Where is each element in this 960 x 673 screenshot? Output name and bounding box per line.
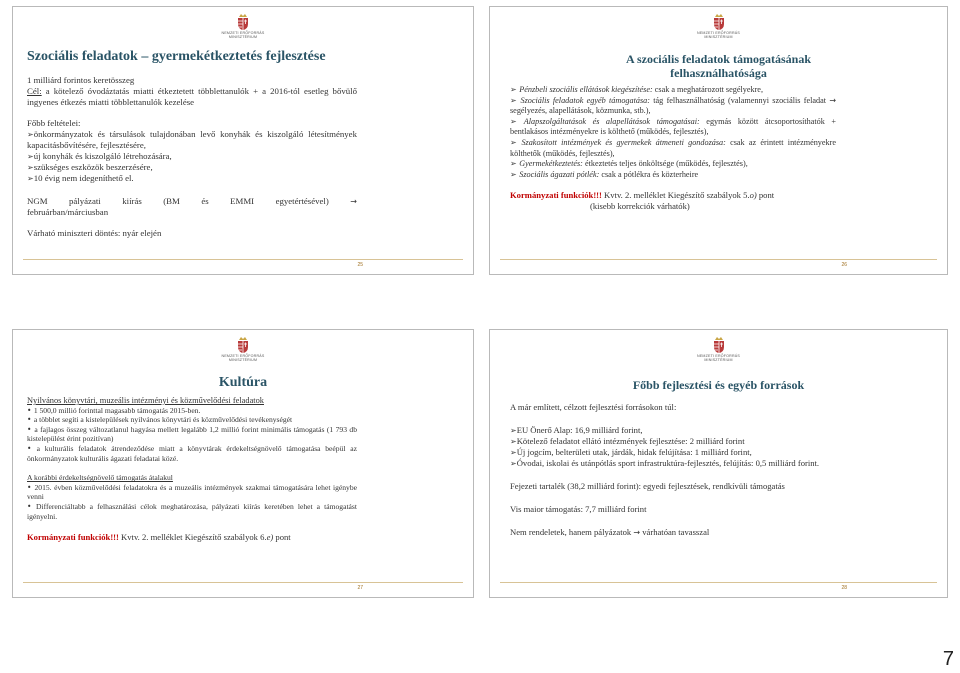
footer-rule <box>500 582 937 583</box>
arrow-bullet-icon: ➢ <box>510 116 524 126</box>
arrow-bullet-icon: ➢ <box>510 426 517 435</box>
correction-note: (kisebb korrekciók várhatók) <box>590 200 690 211</box>
slide-number: 26 <box>841 262 847 268</box>
list-item: • a kulturális feladatok átrendeződése miatt a könyvtárak érdekeltségnövelő támogatása beépül az önkormányzatok kulturális ágazati feladatai közé. <box>27 443 357 463</box>
arrow-bullet-icon: ➢ <box>510 159 520 169</box>
ministry-crest: NEMZETI ERŐFORRÁS MINISZTÉRIUM <box>208 336 278 362</box>
decision-text: Várható miniszteri döntés: nyár elején <box>27 228 162 238</box>
slide-body <box>27 75 357 239</box>
arrow-right-icon: → <box>350 197 357 206</box>
footer-rule <box>500 259 937 260</box>
budget-line: 1 milliárd forintos keretösszeg <box>27 75 135 85</box>
arrow-bullet-icon: ➢ <box>510 448 517 457</box>
list-item: ➢ Szakosított intézmények és gyermekek átmeneti gondozása: csak az érintett intézményekre költhetők (működés, fejlesztés), <box>510 137 836 158</box>
slide-body <box>510 85 836 212</box>
bullet-icon: • <box>27 405 34 415</box>
arrow-right-icon: → <box>829 95 837 105</box>
coat-of-arms-icon <box>236 336 250 354</box>
arrow-bullet-icon: ➢ <box>27 163 34 172</box>
coat-of-arms-icon <box>236 13 250 31</box>
list-item: • a többlet segíti a kistelepülések nyilvános könyvtári és közművelődési tevékenységét <box>27 415 293 425</box>
list-item: • 2015. évben közművelődési feladatokra és a muzeális intézmények szakmai támogatására lehet igénybe venni <box>27 482 358 502</box>
bullet-icon: • <box>27 424 35 434</box>
page-number: 7 <box>942 648 954 670</box>
list-item: ➢ Gyermekétkeztetés: étkeztetés teljes önköltsége (működés, fejlesztés), <box>510 159 748 169</box>
arrow-bullet-icon: ➢ <box>510 137 522 147</box>
list-item: • Differenciáltabb a felhasználási célok meghatározása, pályázati kiírás keretében lehet a támogatást igényelni. <box>27 501 357 521</box>
list-item: ➢Óvodai, iskolai és utánpótlás sport infrastruktúra-fejlesztés, felújítás: 0,5 milliárd forint. <box>510 458 820 468</box>
coat-of-arms-icon <box>712 336 726 354</box>
slide-number: 27 <box>357 585 363 591</box>
slide-28 <box>489 329 948 598</box>
slide-number: 28 <box>841 585 847 591</box>
ngm-text-2: februárban/márciusban <box>27 207 109 217</box>
ministry-crest: NEMZETI ERŐFORRÁS MINISZTÉRIUM <box>208 13 278 39</box>
arrow-bullet-icon: ➢ <box>510 169 520 179</box>
list-item: ➢ Alapszolgáltatások és alapellátások támogatásai: egymás között átcsoportosíthatók + bentlakásos intézményekre is költhető (működés, fejlesztés), <box>510 116 837 137</box>
tender-text: Nem rendeletek, hanem pályázatok → várhatóan tavasszal <box>510 527 710 537</box>
arrow-bullet-icon: ➢ <box>27 130 34 139</box>
section-heading: A korábbi érdekeltségnövelő támogatás átalakul <box>27 473 173 483</box>
bullet-icon: • <box>27 443 37 453</box>
arrow-bullet-icon: ➢ <box>27 152 34 161</box>
ministry-crest: NEMZETI ERŐFORRÁS MINISZTÉRIUM <box>684 13 754 39</box>
bullet-icon: • <box>27 482 35 492</box>
reserve-text: Fejezeti tartalék (38,2 milliárd forint): egyedi fejlesztések, rendkívüli támogatás <box>510 481 785 491</box>
list-item: ➢szükséges eszközök beszerzésére, <box>27 162 153 172</box>
bullet-icon: • <box>27 415 34 425</box>
list-item: • a fajlagos összeg változatlanul hagyása mellett legalább 1,2 millió forint minimális támogatás (1 793 db kistelepülést érint pozitívan) <box>27 424 357 444</box>
list-item: ➢ Szociális ágazati pótlék: csak a pótlékra és közterheire <box>510 169 699 179</box>
slide-title: Főbb fejlesztési és egyéb források <box>632 378 805 392</box>
slide-body <box>27 396 357 543</box>
list-item: ➢Kötelező feladatot ellátó intézmények fejlesztése: 2 milliárd forint <box>510 436 745 446</box>
list-item: ➢EU Önerő Alap: 16,9 milliárd forint, <box>510 425 643 435</box>
slide-25 <box>12 6 474 275</box>
government-functions: Kormányzati funkciók!!! Kvtv. 2. melléklet Kiegészítő szabályok 5.o) pont <box>510 190 775 201</box>
list-item: ➢10 évig nem idegeníthető el. <box>27 173 134 183</box>
government-functions: Kormányzati funkciók!!! Kvtv. 2. melléklet Kiegészítő szabályok 6.e) pont <box>27 532 291 543</box>
arrow-right-icon: → <box>633 528 641 537</box>
arrow-bullet-icon: ➢ <box>510 437 517 446</box>
slide-title: Kultúra <box>218 375 268 390</box>
arrow-bullet-icon: ➢ <box>27 174 34 183</box>
list-item: ➢önkormányzatok és társulások tulajdonában levő konyhák és kiszolgáló létesítmények kapacitásbővítésére, fejlesztésére, <box>27 129 357 150</box>
footer-rule <box>23 259 463 260</box>
slide-27 <box>12 329 474 598</box>
bullet-icon: • <box>27 501 36 511</box>
list-item: ➢ Pénzbeli szociális ellátások kiegészítése: csak a meghatározott segélyekre, <box>510 85 763 94</box>
slide-body <box>510 402 836 538</box>
list-item: • 1 500,0 millió forinttal magasabb támogatás 2015-ben. <box>27 405 201 415</box>
footer-rule <box>23 582 463 583</box>
arrow-bullet-icon: ➢ <box>510 459 517 468</box>
slide-number: 25 <box>357 262 363 268</box>
section-heading: Nyilvános könyvtári, muzeális intézményi és közművelődési feladatok <box>27 396 264 405</box>
coat-of-arms-icon <box>712 13 726 31</box>
arrow-bullet-icon: ➢ <box>510 95 521 105</box>
slide-title: Szociális feladatok – gyermekétkeztetés fejlesztése <box>27 49 326 64</box>
arrow-bullet-icon: ➢ <box>510 85 520 94</box>
slide-26 <box>489 6 948 275</box>
goal-text: Cél: a kötelező óvodáztatás miatti étkeztetett többlettanulók + a 2016-tól esetleg bővülő ingyenes étkezés miatti többlettanulók kezelése <box>27 86 357 107</box>
ngm-text: NGM pályázati kiírás (BM és EMMI egyetértésével) → <box>27 196 357 206</box>
list-item: ➢ Szociális feladatok egyéb támogatása: tág felhasználhatóság (valamennyi szociális feladat → segélyezés, alapellátások, közmunka, stb.), <box>510 95 837 116</box>
list-item: ➢új konyhák és kiszolgáló létrehozására, <box>27 151 172 161</box>
intro-text: A már említett, célzott fejlesztési forrásokon túl: <box>510 402 677 412</box>
ministry-crest: NEMZETI ERŐFORRÁS MINISZTÉRIUM <box>684 336 754 362</box>
list-item: ➢Új jogcím, belterületi utak, járdák, hidak felújítása: 1 milliárd forint, <box>510 447 752 457</box>
slide-title: A szociális feladatok támogatásának felhasználhatósága <box>625 52 811 80</box>
vis-maior-text: Vis maior támogatás: 7,7 milliárd forint <box>510 504 647 514</box>
conditions-title: Főbb feltételei: <box>27 118 81 128</box>
